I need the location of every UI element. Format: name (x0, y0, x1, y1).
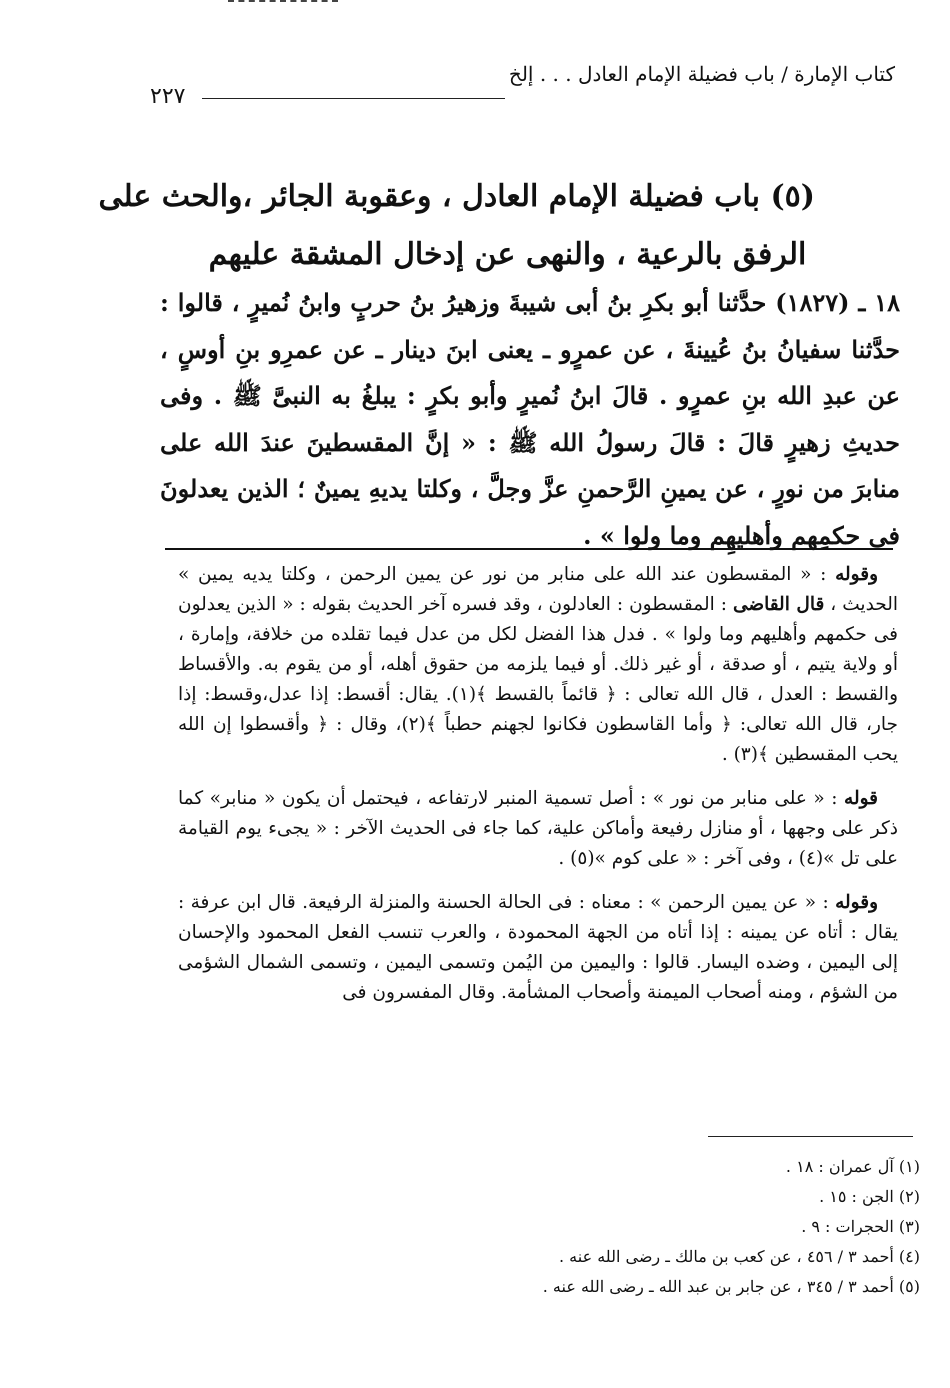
top-dashed-mark (228, 0, 338, 2)
footnote-item: (١) آل عمران : ١٨ . (785, 1157, 920, 1176)
section-divider (165, 548, 893, 550)
running-head (150, 62, 895, 109)
footnote-divider (708, 1136, 913, 1137)
page-number: ٢٢٧ (150, 84, 186, 109)
commentary-text-2: : المقسطون : العادلون ، وقد فسره آخر الحديث بقوله : « الذين يعدلون فى حكمهم وأهليهم وما ولوا » . فدل هذا الفضل لكل من عدل فيما تقلده من خلافة، وإمارة ، أو ولاية يتيم ، أو صدقة ، أو غير ذلك. أو فيما يلزمه من حقوق أهله، أو من يقوم به. والأقساط والقسط : العدل ، قال الله تعالى : ﴿ قائماً بالقسط ﴾(١). يقال: أقسط: إذا عدل،وقسط: إذا جار، قال الله تعالى: ﴿ وأما القاسطون فكانوا لجهنم حطباً ﴾(٢)، وقال : ﴿ وأقسطوا إن الله يحب المقسطين ﴾(٣) . (178, 594, 899, 765)
commentary-lead-2: قال القاضى (732, 594, 825, 615)
running-head-rule (202, 98, 505, 99)
chapter-title-line-2: الرفق بالرعية ، والنهى عن إدخال المشقة عليهم (208, 237, 807, 272)
footnote-item: (٥) أحمد ٣ / ٣٤٥ ، عن جابر بن عبد الله ـ رضى الله عنه . (542, 1277, 920, 1296)
commentary (178, 560, 898, 1022)
commentary-paragraph (178, 560, 898, 770)
footnote-item: (٣) الحجرات : ٩ . (801, 1217, 920, 1236)
hadith-text: ١٨ ـ (١٨٢٧) حدَّثنا أبو بكرِ بنُ أبى شيبةَ وزهيرُ بنُ حربٍ وابنُ نُميرٍ ، قالوا : حدَّثنا سفيانُ بنُ عُيينةَ ، عن عمرٍو ـ يعنى ابنَ دينار ـ عن عمرِو بنِ أوسٍ ، عن عبدِ الله بنِ عمرٍو . قالَ ابنُ نُميرٍ وأبو بكرٍ : يبلغُ به النبىَّ ﷺ . وفى حديثِ زهيرٍ قالَ : قالَ رسولُ الله ﷺ : « إنَّ المقسطينَ عندَ الله على منابرَ من نورٍ ، عن يمينِ الرَّحمنِ عزَّ وجلَّ ، وكلتا يديهِ يمينٌ ؛ الذين يعدلونَ فى حكمِهم وأهليهِم وما ولوا » . (160, 288, 900, 550)
commentary-text: : « على منابر من نور » : أصل تسمية المنبر لارتفاعه ، فيحتمل أن يكون « منابر» كما ذكر على وجهها ، أو منازل رفيعة وأماكن علية، كما جاء فى الحديث الآخر : « يجىء يوم القيامة على تل »(٤) ، وفى آخر : « على كوم »(٥) . (178, 788, 898, 869)
commentary-text: : « عن يمين الرحمن » : معناه : فى الحالة الحسنة والمنزلة الرفيعة. قال ابن عرفة : يقال : أتاه عن يمينه : إذا أتاه من الجهة المحمودة ، والعرب تنسب الفعل المحمود والإحسان إلى اليمين ، وضده اليسار. قالوا : واليمين من اليُمن وتسمى اليمين ، وتسمى الشمال الشؤمى من الشؤم ، ومنه أصحاب الميمنة وأصحاب المشأمة. وقال المفسرون فى (178, 892, 898, 1003)
commentary-paragraph (178, 888, 898, 1008)
commentary-lead: وقوله (835, 564, 878, 585)
running-head-title: كتاب الإمارة / باب فضيلة الإمام العادل . . . إلخ (508, 62, 895, 86)
chapter-title (98, 168, 815, 284)
commentary-lead: وقوله (835, 892, 878, 913)
footnote-item: (٤) أحمد ٣ / ٤٥٦ ، عن كعب بن مالك ـ رضى الله عنه . (559, 1247, 920, 1266)
commentary-lead: قوله (844, 788, 878, 809)
commentary-text: : « المقسطون عند الله على منابر من نور عن يمين الرحمن ، وكلتا يديه يمين » الحديث ، (178, 564, 898, 615)
footnotes (300, 1152, 920, 1302)
commentary-paragraph (178, 784, 898, 874)
chapter-title-line-1: (٥) باب فضيلة الإمام العادل ، وعقوبة الجائر ،والحث على (98, 179, 815, 214)
footnote-item: (٢) الجن : ١٥ . (819, 1187, 920, 1206)
